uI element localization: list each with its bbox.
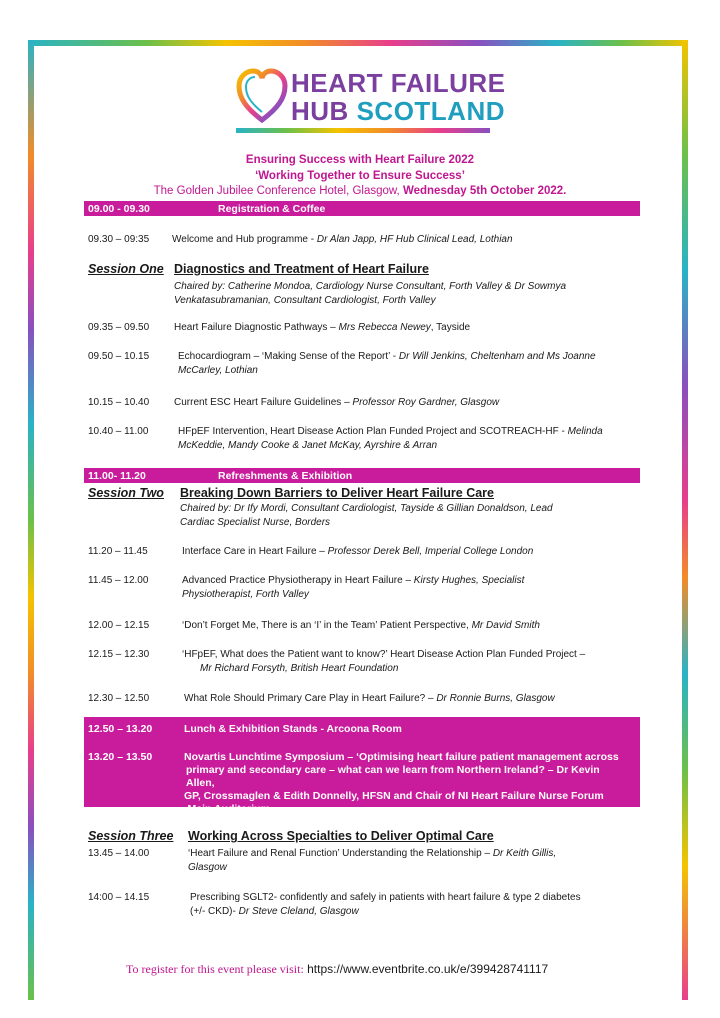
registration-link[interactable]: https://www.eventbrite.co.uk/e/399428741117	[307, 962, 549, 976]
lunch-block: 12.50 – 13.20 Lunch & Exhibition Stands - Arcoona Room 13.20 – 13.50 Novartis Lunchtime Symposium – ‘Optimising heart failure patient management across primary and secondary care – what can we learn from Northern Ireland? – Dr Kevin Allen, GP, Crossmaglen & Edith Donnelly, HFSN and Chair of NI Heart Failure Nurse Forum -Main Auditorium	[84, 717, 640, 807]
logo	[236, 66, 506, 136]
session-two-chairs: Chaired by: Dr Ify Mordi, Consultant Cardiologist, Tayside & Gillian Donaldson, Lead Cardiac Specialist Nurse, Borders	[180, 503, 553, 528]
refreshments-bar: 11.00- 11.20 Refreshments & Exhibition	[84, 468, 640, 483]
registration-bar: 09.00 - 09.30 Registration & Coffee	[84, 201, 640, 216]
logo-underline	[236, 128, 490, 133]
session-two-heading: Session Two Breaking Down Barriers to Deliver Heart Failure Care	[88, 486, 495, 500]
right-border-stripe	[682, 40, 688, 1000]
logo-line1: HEART FAILURE	[291, 68, 506, 98]
heart-logo-icon	[236, 68, 288, 126]
session-one-chairs: Chaired by: Catherine Mondoa, Cardiology Nurse Consultant, Forth Valley & Dr Sowmya Venkatasubramanian, Consultant Cardiologist, Forth Valley	[174, 281, 567, 306]
session-three-heading: Session Three Working Across Specialties to Deliver Optimal Care	[88, 829, 494, 843]
registration-info: To register for this event please visit: https://www.eventbrite.co.uk/e/399428741117	[126, 962, 549, 976]
logo-line2: HUB SCOTLAND	[291, 96, 506, 126]
session-one-heading: Session One Diagnostics and Treatment of Heart Failure	[88, 262, 429, 276]
event-tagline: ‘Working Together to Ensure Success’	[255, 170, 465, 182]
event-venue-date: The Golden Jubilee Conference Hotel, Glasgow, Wednesday 5th October 2022.	[153, 185, 567, 197]
left-border-stripe	[28, 40, 34, 1000]
event-title: Ensuring Success with Heart Failure 2022	[245, 154, 475, 166]
top-border-stripe	[28, 40, 688, 46]
